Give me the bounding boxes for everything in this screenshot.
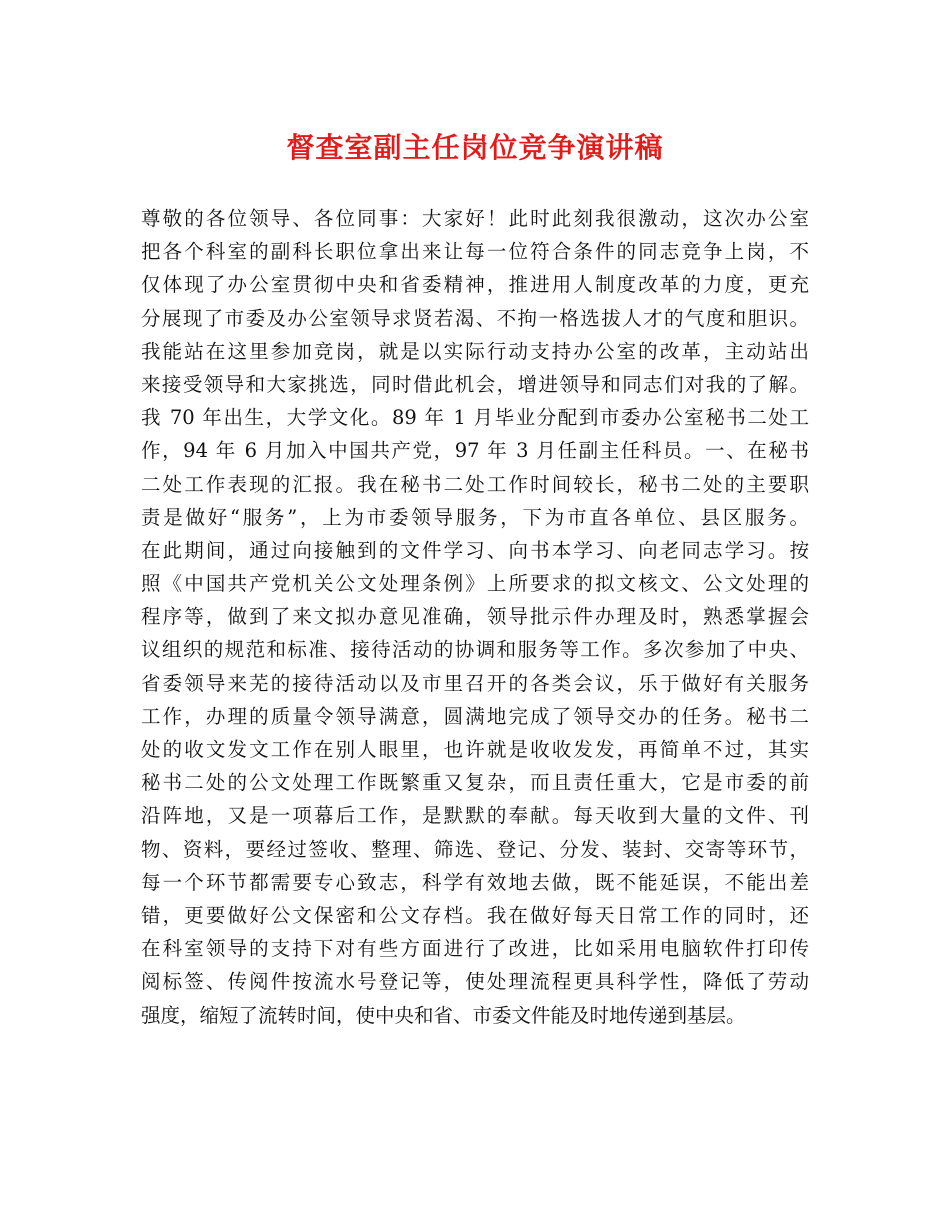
body-line: 照《中国共产党机关公文处理条例》上所要求的拟文核文、公文处理的 xyxy=(141,572,809,596)
body-line: 把各个科室的副科长职位拿出来让每一位符合条件的同志竞争上岗，不 xyxy=(141,240,809,264)
body-line: 我 70 年出生，大学文化。89 年 1 月毕业分配到市委办公室秘书二处工 xyxy=(141,406,809,430)
document-body xyxy=(141,202,809,1032)
body-line: 仅体现了办公室贯彻中央和省委精神，推进用人制度改革的力度，更充 xyxy=(141,273,809,297)
body-line: 错，更要做好公文保密和公文存档。我在做好每天日常工作的同时，还 xyxy=(141,903,809,927)
body-line: 分展现了市委及办公室领导求贤若渴、不拘一格选拔人才的气度和胆识。 xyxy=(141,306,809,330)
body-line: 秘书二处的公文处理工作既繁重又复杂，而且责任重大，它是市委的前 xyxy=(141,771,809,795)
body-line: 强度，缩短了流转时间，使中央和省、市委文件能及时地传递到基层。 xyxy=(141,1003,746,1027)
body-line: 工作，办理的质量令领导满意，圆满地完成了领导交办的任务。秘书二 xyxy=(141,704,809,728)
body-line: 来接受领导和大家挑选，同时借此机会，增进领导和同志们对我的了解。 xyxy=(141,372,809,396)
body-line: 处的收文发文工作在别人眼里，也许就是收收发发，再简单不过，其实 xyxy=(141,738,809,761)
body-line: 在科室领导的支持下对有些方面进行了改进，比如采用电脑软件打印传 xyxy=(141,937,809,961)
body-line: 省委领导来芜的接待活动以及市里召开的各类会议，乐于做好有关服务 xyxy=(141,671,809,695)
document-title: 督查室副主任岗位竞争演讲稿 xyxy=(286,131,664,164)
body-line: 我能站在这里参加竞岗，就是以实际行动支持办公室的改革，主动站出 xyxy=(141,339,809,363)
body-line: 尊敬的各位领导、各位同事：大家好！此时此刻我很激动，这次办公室 xyxy=(141,207,809,230)
body-line: 阅标签、传阅件按流水号登记等，使处理流程更具科学性，降低了劳动 xyxy=(141,970,809,994)
body-line: 程序等，做到了来文拟办意见准确，领导批示件办理及时，熟悉掌握会 xyxy=(141,605,809,629)
body-line: 责是做好“服务”，上为市委领导服务，下为市直各单位、县区服务。 xyxy=(141,505,809,529)
body-line: 沿阵地，又是一项幕后工作，是默默的奉献。每天收到大量的文件、刊 xyxy=(141,804,809,828)
body-line: 物、资料，要经过签收、整理、筛选、登记、分发、装封、交寄等环节， xyxy=(141,837,809,861)
body-line: 二处工作表现的汇报。我在秘书二处工作时间较长，秘书二处的主要职 xyxy=(141,472,809,496)
body-line: 作，94 年 6 月加入中国共产党，97 年 3 月任副主任科员。一、在秘书 xyxy=(141,439,809,463)
body-line: 在此期间，通过向接触到的文件学习、向书本学习、向老同志学习。按 xyxy=(141,538,809,562)
body-line: 每一个环节都需要专心致志，科学有效地去做，既不能延误，不能出差 xyxy=(141,870,809,894)
body-line: 议组织的规范和标准、接待活动的协调和服务等工作。多次参加了中央、 xyxy=(141,638,809,662)
